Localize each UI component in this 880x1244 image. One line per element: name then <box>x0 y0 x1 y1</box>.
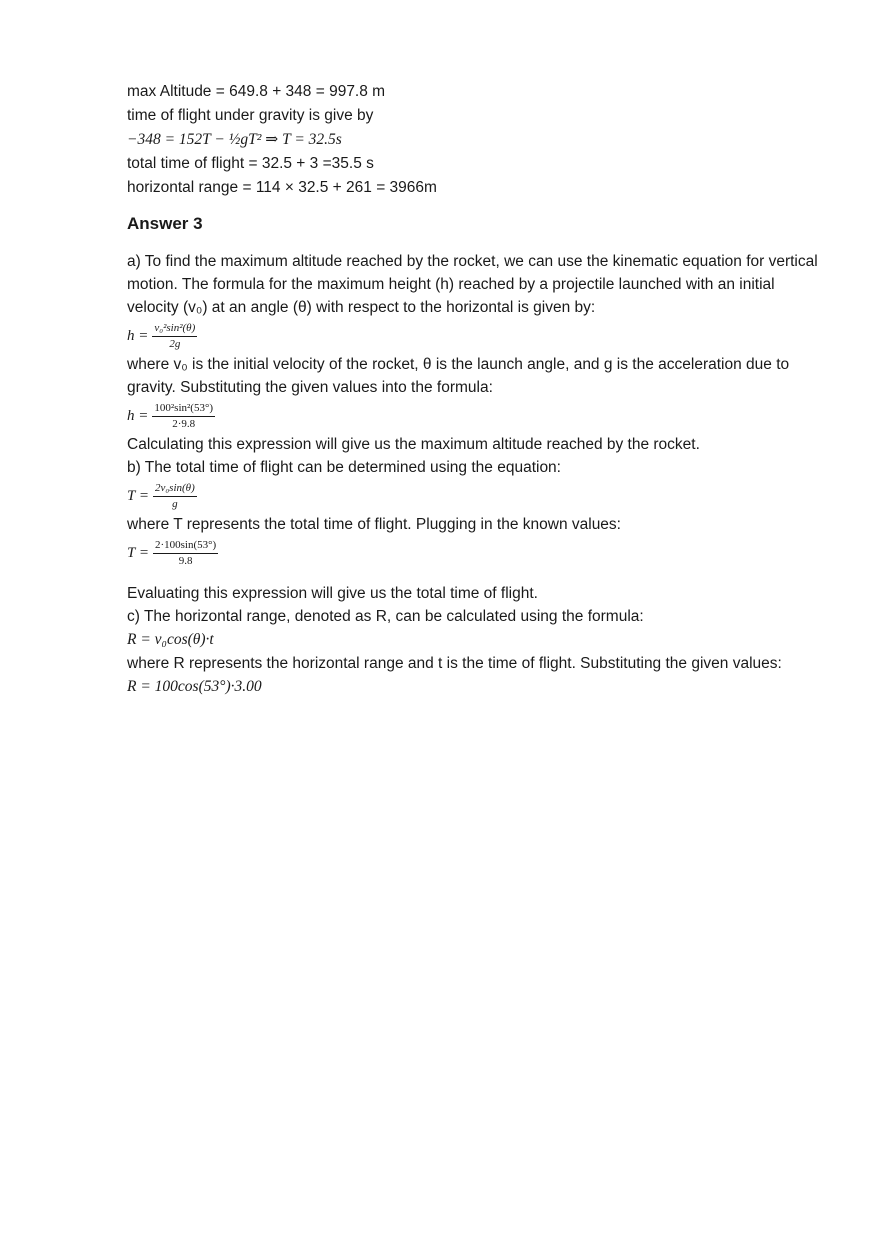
range-substitution: R = 100cos(53°)·3.00 <box>127 678 262 695</box>
time-substitution-numerator: 2·100sin(53°) <box>153 539 218 554</box>
document-page <box>127 80 827 699</box>
height-formula <box>127 320 827 352</box>
time-formula-numerator: 2v₀sin(θ) <box>153 482 197 497</box>
time-substitution <box>127 537 827 569</box>
height-formula-denominator: 2g <box>169 337 181 350</box>
paragraph-c2: where R represents the horizontal range and t is the time of flight. Substituting the given values: <box>127 655 782 672</box>
paragraph-a3: Calculating this expression will give us the maximum altitude reached by the rocket. <box>127 436 700 453</box>
height-formula-fraction <box>152 322 197 351</box>
paragraph-a: a) To find the maximum altitude reached by the rocket, we can use the kinematic equation for vertical motion. The formula for the maximum height (h) reached by a projectile launched with an initial velocity (v₀) at an angle (θ) with respect to the horizontal is given by: <box>127 253 818 316</box>
time-of-flight-intro: time of flight under gravity is give by <box>127 107 374 124</box>
time-formula <box>127 480 827 512</box>
paragraph-b2: where T represents the total time of flight. Plugging in the known values: <box>127 516 621 533</box>
paragraph-a2: where v₀ is the initial velocity of the rocket, θ is the launch angle, and g is the acceleration due to gravity. Substituting the given values into the formula: <box>127 356 790 396</box>
answer-heading: Answer 3 <box>127 214 203 233</box>
height-substitution-fraction <box>152 402 215 431</box>
time-formula-lhs: T = <box>127 487 149 504</box>
time-formula-denominator: g <box>172 497 178 510</box>
time-substitution-lhs: T = <box>127 544 149 561</box>
max-altitude-line: max Altitude = 649.8 + 348 = 997.8 m <box>127 83 386 100</box>
time-formula-fraction <box>153 482 197 511</box>
spacer <box>127 570 827 582</box>
time-substitution-fraction <box>153 539 218 568</box>
height-substitution-numerator: 100²sin²(53°) <box>152 402 215 417</box>
horizontal-range-line: horizontal range = 114 × 32.5 + 261 = 3966m <box>127 179 437 196</box>
range-formula: R = v₀cos(θ)·t <box>127 631 214 648</box>
paragraph-b3: Evaluating this expression will give us the total time of flight. <box>127 585 538 602</box>
height-formula-lhs: h = <box>127 327 149 344</box>
total-time-line: total time of flight = 32.5 + 3 =35.5 s <box>127 155 374 172</box>
height-formula-numerator: v₀²sin²(θ) <box>152 322 197 337</box>
height-substitution-lhs: h = <box>127 407 149 424</box>
time-equation: −348 = 152T − ½gT² ⇒ T = 32.5s <box>127 131 342 148</box>
paragraph-b: b) The total time of flight can be determined using the equation: <box>127 459 561 476</box>
paragraph-c: c) The horizontal range, denoted as R, can be calculated using the formula: <box>127 608 644 625</box>
height-substitution <box>127 400 827 432</box>
height-substitution-denominator: 2·9.8 <box>172 417 196 430</box>
time-substitution-denominator: 9.8 <box>178 554 193 567</box>
